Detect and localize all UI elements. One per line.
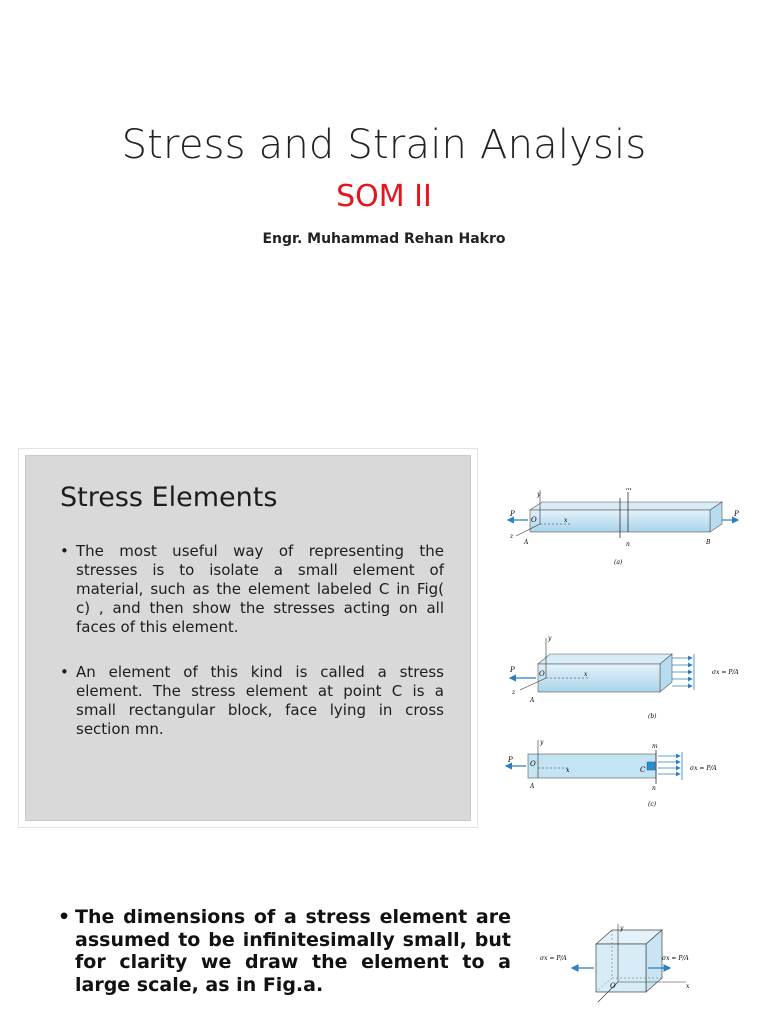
stress-elements-slide xyxy=(18,448,478,828)
fig-b-label-z: z xyxy=(512,689,516,696)
fig-a-label-x: x xyxy=(564,517,568,524)
fig-b-label-x: x xyxy=(584,671,588,678)
stress-element-cube xyxy=(538,920,698,1024)
fig-c-caption: (c) xyxy=(648,801,657,808)
fig-a-label-y: y xyxy=(537,491,541,498)
cube-label-x: x xyxy=(686,983,690,990)
fig-b-label-stress: σx = P/A xyxy=(712,669,739,676)
fig-b-caption: (b) xyxy=(648,713,657,720)
title-slide xyxy=(0,0,768,420)
fig-c-label-o: O xyxy=(530,760,536,768)
figure-c xyxy=(506,739,717,808)
fig-a-label-m: m xyxy=(626,488,632,492)
fig-a-label-n: n xyxy=(626,541,630,548)
panel-heading: Stress Elements xyxy=(60,482,278,513)
fig-c-label-stress: σx = P/A xyxy=(690,765,717,772)
bullet-list xyxy=(60,542,444,765)
fig-c-label-p-left: P xyxy=(508,756,513,764)
author-name: Engr. Muhammad Rehan Hakro xyxy=(262,231,506,247)
cube-label-stress-right: σx = P/A xyxy=(662,955,689,962)
figure-a xyxy=(508,488,739,566)
fig-b-label-p-left: P xyxy=(510,666,515,674)
bar-figures xyxy=(500,488,755,828)
fig-c-label-c: C xyxy=(640,766,646,774)
bullet-item: • An element of this kind is called a stress element. The stress element at point C is a small rectangular block, face lying in cross section mn. xyxy=(60,663,444,739)
fig-a-label-a: A xyxy=(524,539,529,546)
fig-a-label-z: z xyxy=(510,533,514,540)
fig-c-label-n: n xyxy=(652,785,656,792)
fig-a-label-o: O xyxy=(531,516,537,524)
cube-label-o: O xyxy=(610,982,616,990)
fig-c-label-x: x xyxy=(566,767,570,774)
slide-subtitle: SOM II xyxy=(336,179,432,214)
dimension-bullet: • The dimensions of a stress element are assumed to be infinitesimally small, but for clarity we draw the element to a large scale, as in Fig.a. xyxy=(58,906,511,996)
fig-c-label-m: m xyxy=(652,743,658,750)
fig-b-label-a: A xyxy=(530,697,535,704)
cube-label-y: y xyxy=(620,925,624,932)
bullet-item: • The most useful way of representing the stresses is to isolate a small element of material, such as the element labeled C in Fig( c) , and then show the stresses acting on all faces of this element. xyxy=(60,542,444,637)
slide-title: Stress and Strain Analysis xyxy=(121,122,647,168)
fig-b-label-y: y xyxy=(548,635,552,642)
fig-a-label-b: B xyxy=(706,539,711,546)
fig-a-label-p-right: P xyxy=(734,510,739,518)
fig-a-caption: (a) xyxy=(614,559,623,566)
fig-c-label-y: y xyxy=(540,739,544,746)
fig-a-label-p-left: P xyxy=(510,510,515,518)
fig-c-label-a: A xyxy=(530,783,535,790)
text-panel xyxy=(25,455,471,821)
figure-b xyxy=(509,635,739,720)
fig-b-label-o: O xyxy=(539,670,545,678)
cube-label-stress-left: σx = P/A xyxy=(540,955,567,962)
